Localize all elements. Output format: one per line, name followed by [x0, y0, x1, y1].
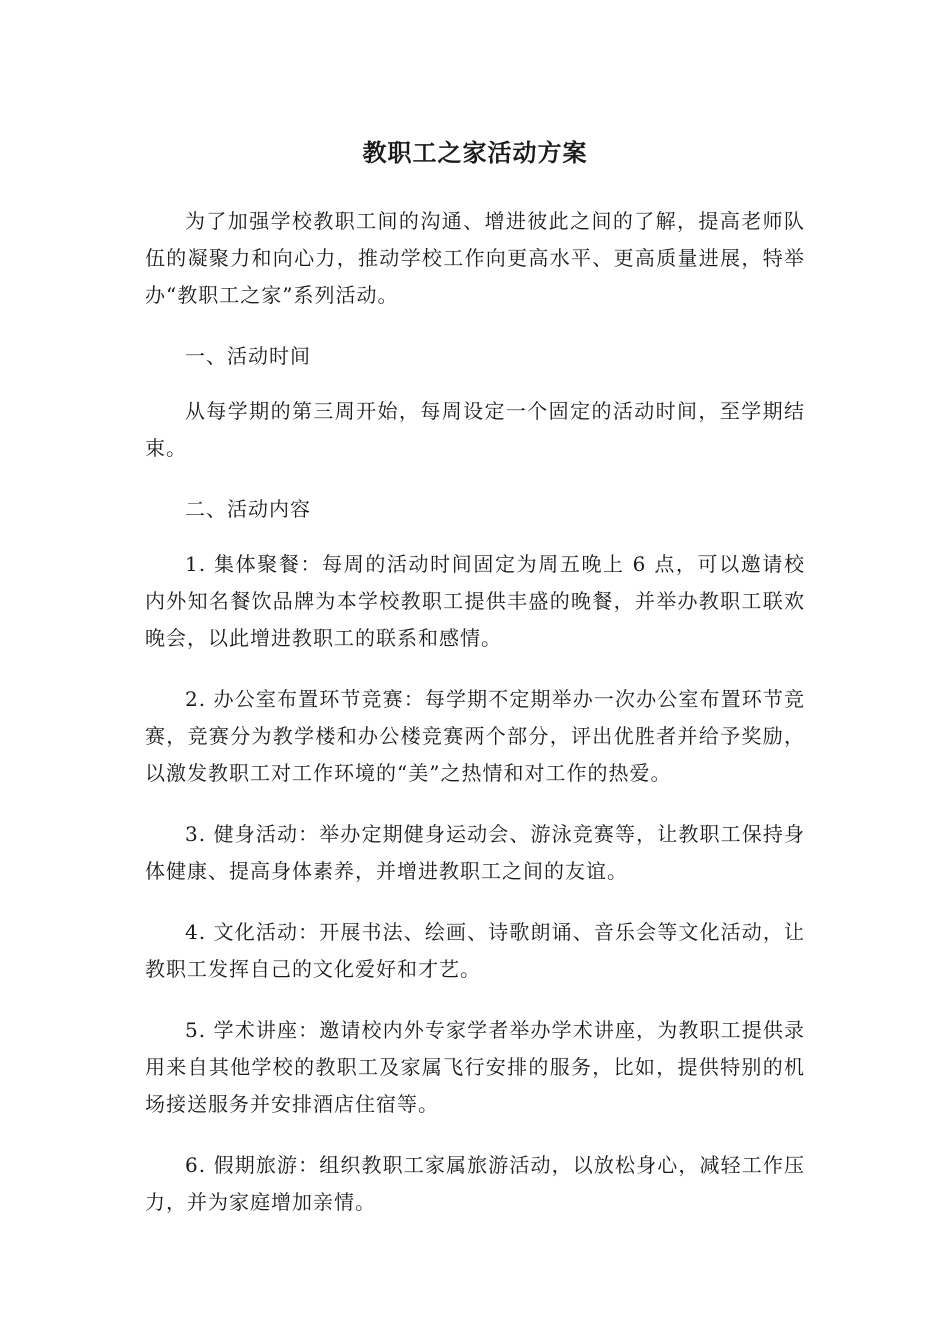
- list-item-dinner: 1. 集体聚餐：每周的活动时间固定为周五晚上 6 点，可以邀请校内外知名餐饮品牌为本学校教职工提供丰盛的晚餐，并举办教职工联欢晚会，以此增进教职工的联系和感情。: [145, 552, 805, 650]
- document-title: 教职工之家活动方案: [362, 139, 588, 167]
- intro-paragraph: 为了加强学校教职工间的沟通、增进彼此之间的了解，提高老师队伍的凝聚力和向心力，推动学校工作向更高水平、更高质量进展，特举办“教职工之家”系列活动。: [145, 209, 805, 307]
- document-body: [145, 203, 805, 1245]
- list-item-office-contest: 2. 办公室布置环节竞赛：每学期不定期举办一次办公室布置环节竞赛，竞赛分为教学楼和办公楼竞赛两个部分，评出优胜者并给予奖励，以激发教职工对工作环境的“美”之热情和对工作的热爱。: [145, 687, 805, 785]
- section-heading-content: 二、活动内容: [185, 497, 311, 521]
- list-item-fitness: 3. 健身活动：举办定期健身运动会、游泳竞赛等，让教职工保持身体健康、提高身体素养，并增进教职工之间的友谊。: [145, 822, 805, 883]
- time-paragraph: 从每学期的第三周开始，每周设定一个固定的活动时间，至学期结束。: [145, 399, 805, 460]
- section-heading-time: 一、活动时间: [185, 344, 311, 368]
- list-item-travel: 6. 假期旅游：组织教职工家属旅游活动，以放松身心，减轻工作压力，并为家庭增加亲情。: [145, 1153, 805, 1214]
- list-item-culture: 4. 文化活动：开展书法、绘画、诗歌朗诵、音乐会等文化活动，让教职工发挥自己的文化爱好和才艺。: [145, 920, 805, 981]
- list-item-lecture: 5. 学术讲座：邀请校内外专家学者举办学术讲座，为教职工提供录用来自其他学校的教职工及家属飞行安排的服务，比如，提供特别的机场接送服务并安排酒店住宿等。: [145, 1018, 805, 1116]
